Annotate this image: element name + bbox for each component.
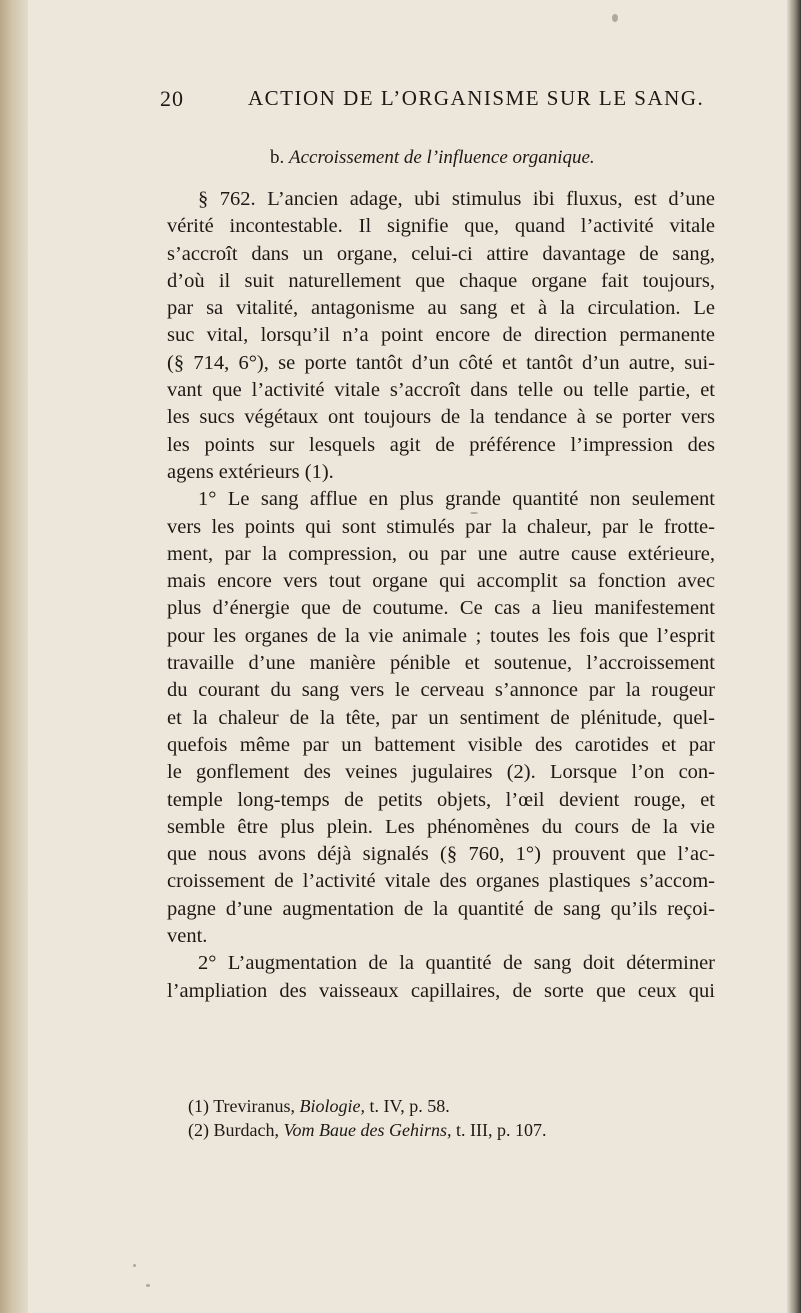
text-line: travaille d’une manière pénible et soutenue, l’accroissement [167,652,715,675]
text-line: d’où il suit naturellement que chaque organe fait toujours, [167,269,715,292]
text-line: et la chaleur de la tête, par un sentiment de plénitude, quel- [167,706,715,729]
text-line: suc vital, lorsqu’il n’a point encore de direction permanente [167,324,715,347]
text-line: quefois même par un battement visible des carotides et par [167,733,715,756]
body-text [167,186,715,1005]
text-line: par sa vitalité, antagonisme au sang et à la circulation. Le [167,297,715,320]
text-line: 1° Le sang afflue en plus grande quantité non seulement [198,488,715,511]
text-line: § 762. L’ancien adage, ubi stimulus ibi fluxus, est d’une [198,188,715,210]
footnote-2 [188,1118,708,1142]
text-line: ment, par la compression, ou par une autre cause extérieure, [167,542,715,565]
text-line: agens extérieurs (1). [167,460,334,483]
section-heading [270,147,595,169]
page-header [160,86,705,114]
paper-speck [146,1284,150,1287]
text-line: vérité incontestable. Il signifie que, quand l’activité vitale [167,215,715,238]
text-line: pagne d’une augmentation de la quantité de sang qu’ils reçoi- [167,897,715,920]
text-line: plus d’énergie que de coutume. Ce cas a lieu manifestement [167,597,715,620]
paper-speck [133,1264,136,1267]
footnote-mark: (1) [188,1096,209,1116]
text-line: les sucs végétaux ont toujours de la tendance à se porter vers [167,406,715,429]
text-line: (§ 714, 6°), se porte tantôt d’un côté et tantôt d’un autre, sui- [167,351,715,374]
text-line: 2° L’augmentation de la quantité de sang doit déterminer [198,952,715,975]
text-line: vers les points qui sont stimulés par la chaleur, par le frotte- [167,515,715,538]
text-line: que nous avons déjà signalés (§ 760, 1°) prouvent que l’ac- [167,843,715,866]
section-label: b. [270,147,285,168]
text-line: l’ampliation des vaisseaux capillaires, de sorte que ceux qui [167,979,715,1002]
paragraph-point-1 [167,486,715,950]
footnote-author: Burdach, [213,1120,279,1140]
text-line: du courant du sang vers le cerveau s’annonce par la rougeur [167,679,715,702]
running-title: ACTION DE L’ORGANISME SUR LE SANG. [248,86,705,110]
footnote-title: Biologie, [299,1096,366,1116]
footnotes [188,1094,708,1142]
page-number: 20 [160,86,184,111]
text-line: mais encore vers tout organe qui accomplit sa fonction avec [167,570,715,593]
paragraph-762 [167,186,715,486]
footnote-ref: t. IV, p. 58. [369,1096,450,1116]
text-line: vant que l’activité vitale s’accroît dans telle ou telle partie, et [167,379,715,402]
text-line: les points sur lesquels agit de préférence l’impression des [167,433,715,456]
footnote-1 [188,1094,708,1118]
text-line: croissement de l’activité vitale des organes plastiques s’accom- [167,870,715,893]
page-binding-edge [0,0,28,1313]
text-line: pour les organes de la vie animale ; toutes les fois que l’esprit [167,624,715,647]
text-line: temple long-temps de petits objets, l’œil devient rouge, et [167,788,715,811]
text-line: le gonflement des veines jugulaires (2). Lorsque l’on con- [167,761,715,784]
footnote-ref: t. III, p. 107. [455,1120,547,1140]
section-title: Accroissement de l’influence organique. [289,147,595,168]
footnote-author: Treviranus, [213,1096,296,1116]
paper-speck [612,14,618,22]
page-right-edge [787,0,801,1313]
text-line: semble être plus plein. Les phénomènes du cours de la vie [167,815,715,838]
paragraph-point-2 [167,950,715,1005]
text-line: s’accroît dans un organe, celui-ci attire davantage de sang, [167,242,715,265]
paper-speck [470,512,478,514]
footnote-title: Vom Baue des Gehirns, [283,1120,452,1140]
footnote-mark: (2) [188,1120,209,1140]
text-line: vent. [167,925,208,948]
